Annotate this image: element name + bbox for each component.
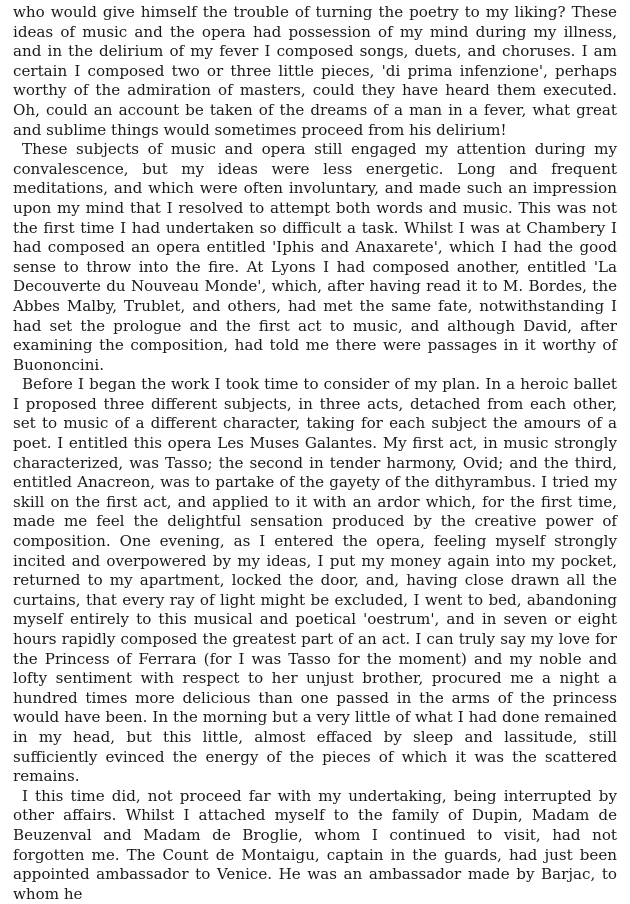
- paragraph-3: Before I began the work I took time to consider of my plan. In a heroic ballet I proposed three different subjects, in three acts, detached from each other, set to music of a different character, taking for each subject the amours of a poet. I entitled this opera Les Muses Galantes. My first act, in music strongly characterized, was Tasso; the second in tender harmony, Ovid; and the third, entitled Anacreon, was to partake of the gayety of the dithyrambus. I tried my skill on the first act, and applied to it with an ardor which, for the first time, made me feel the delightful sensation produced by the creative power of composition. One evening, as I entered the opera, feeling myself strongly incited and overpowered by my ideas, I put my money again into my pocket, returned to my apartment, locked the door, and, having close drawn all the curtains, that every ray of light might be excluded, I went to bed, abandoning myself entirely to this musical and poetical 'oestrum', and in seven or eight hours rapidly composed the greatest part of an act. I can truly say my love for the Princess of Ferrara (for I was Tasso for the moment) and my noble and lofty sentiment with respect to her unjust brother, procured me a night a hundred times more delicious than one passed in the arms of the princess would have been. In the morning but a very little of what I had done remained in my head, but this little, almost effaced by sleep and lassitude, still sufficiently evinced the energy of the pieces of which it was the scattered remains.: [13, 375, 617, 786]
- paragraph-4: I this time did, not proceed far with my undertaking, being interrupted by other affairs. Whilst I attached myself to the family of Dupin, Madam de Beuzenval and Madam de Broglie, whom I continued to visit, had not forgotten me. The Count de Montaigu, captain in the guards, had just been appointed ambassador to Venice. He was an ambassador made by Barjac, to whom he: [13, 786, 617, 903]
- paragraph-2: These subjects of music and opera still engaged my attention during my convalescence, but my ideas were less energetic. Long and frequent meditations, and which were often involuntary, and made such an impression upon my mind that I resolved to attempt both words and music. This was not the first time I had undertaken so difficult a task. Whilst I was at Chambery I had composed an opera entitled 'Iphis and Anaxarete', which I had the good sense to throw into the fire. At Lyons I had composed another, entitled 'La Decouverte du Nouveau Monde', which, after having read it to M. Bordes, the Abbes Malby, Trublet, and others, had met the same fate, notwithstanding I had set the prologue and the first act to music, and although David, after examining the composition, had told me there were passages in it worthy of Buononcini.: [13, 140, 617, 374]
- document-page: [13, 3, 617, 904]
- paragraph-1: who would give himself the trouble of turning the poetry to my liking? These ideas of music and the opera had possession of my mind during my illness, and in the delirium of my fever I composed songs, duets, and choruses. I am certain I composed two or three little pieces, 'di prima infenzione', perhaps worthy of the admiration of masters, could they have heard them executed. Oh, could an account be taken of the dreams of a man in a fever, what great and sublime things would sometimes proceed from his delirium!: [13, 3, 617, 139]
